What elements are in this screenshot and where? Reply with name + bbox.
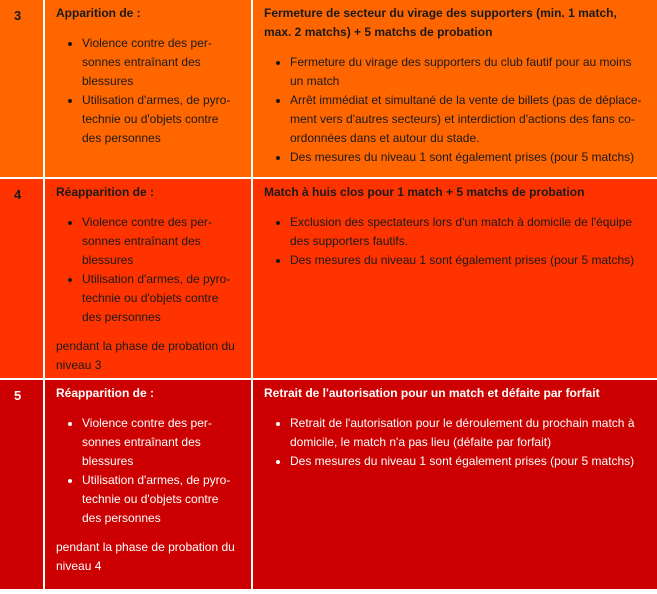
condition-cell [44, 0, 252, 178]
level-number: 5 [14, 388, 22, 403]
list-item: • Violence contre des per- sonnes entraînant des blessures [82, 213, 241, 270]
condition-note: pendant la phase de probation du niveau 4 [56, 540, 235, 573]
condition-list [56, 213, 241, 327]
table-row-level-5 [0, 379, 657, 590]
measure-title: Match à huis clos pour 1 match + 5 matchs de probation [264, 185, 585, 199]
measure-cell [252, 379, 657, 590]
list-item: • Utilisation d'armes, de pyro- technie ou d'objets contre des personnes [82, 91, 241, 148]
measure-title: Retrait de l'autorisation pour un match et défaite par forfait [264, 386, 600, 400]
condition-cell [44, 178, 252, 379]
list-item: • Retrait de l'autorisation pour le déroulement du prochain match à domicile, le match n'a pas lieu (défaite par forfait) [290, 414, 647, 452]
condition-title: Réapparition de : [56, 386, 155, 400]
list-item: • Exclusion des spectateurs lors d'un match à domicile de l'équipe des supporters fautifs. [290, 213, 647, 251]
measure-title: Fermeture de secteur du virage des supporters (min. 1 match, max. 2 matchs) + 5 matchs de probation [264, 6, 617, 39]
list-item: • Fermeture du virage des supporters du club fautif pour au moins un match [290, 53, 647, 91]
condition-note: pendant la phase de probation du niveau 3 [56, 339, 235, 372]
measure-list [264, 213, 647, 270]
table-row-level-4 [0, 178, 657, 379]
list-item: • Des mesures du niveau 1 sont également prises (pour 5 matchs) [290, 452, 647, 471]
list-item: • Utilisation d'armes, de pyro- technie ou d'objets contre des personnes [82, 471, 241, 528]
condition-title: Apparition de : [56, 6, 141, 20]
condition-title: Réapparition de : [56, 185, 155, 199]
list-item: • Utilisation d'armes, de pyro- technie ou d'objets contre des personnes [82, 270, 241, 327]
level-number: 3 [14, 8, 22, 23]
list-item: • Arrêt immédiat et simultané de la vente de billets (pas de déplace- ment vers d'autres secteurs) et interdiction d'actions des fans co- ordonnées dans et autour du stade. [290, 91, 647, 148]
level-number: 4 [14, 187, 22, 202]
condition-list [56, 34, 241, 148]
level-cell [0, 379, 44, 590]
condition-list [56, 414, 241, 528]
measure-cell [252, 178, 657, 379]
list-item: • Violence contre des per- sonnes entraînant des blessures [82, 414, 241, 471]
list-item: • Des mesures du niveau 1 sont également prises (pour 5 matchs) [290, 251, 647, 270]
measure-cell [252, 0, 657, 178]
level-cell [0, 178, 44, 379]
table-row-level-3 [0, 0, 657, 178]
measure-list [264, 53, 647, 167]
list-item: • Des mesures du niveau 1 sont également prises (pour 5 matchs) [290, 148, 647, 167]
list-item: • Violence contre des per- sonnes entraînant des blessures [82, 34, 241, 91]
condition-cell [44, 379, 252, 590]
level-cell [0, 0, 44, 178]
measure-list [264, 414, 647, 471]
